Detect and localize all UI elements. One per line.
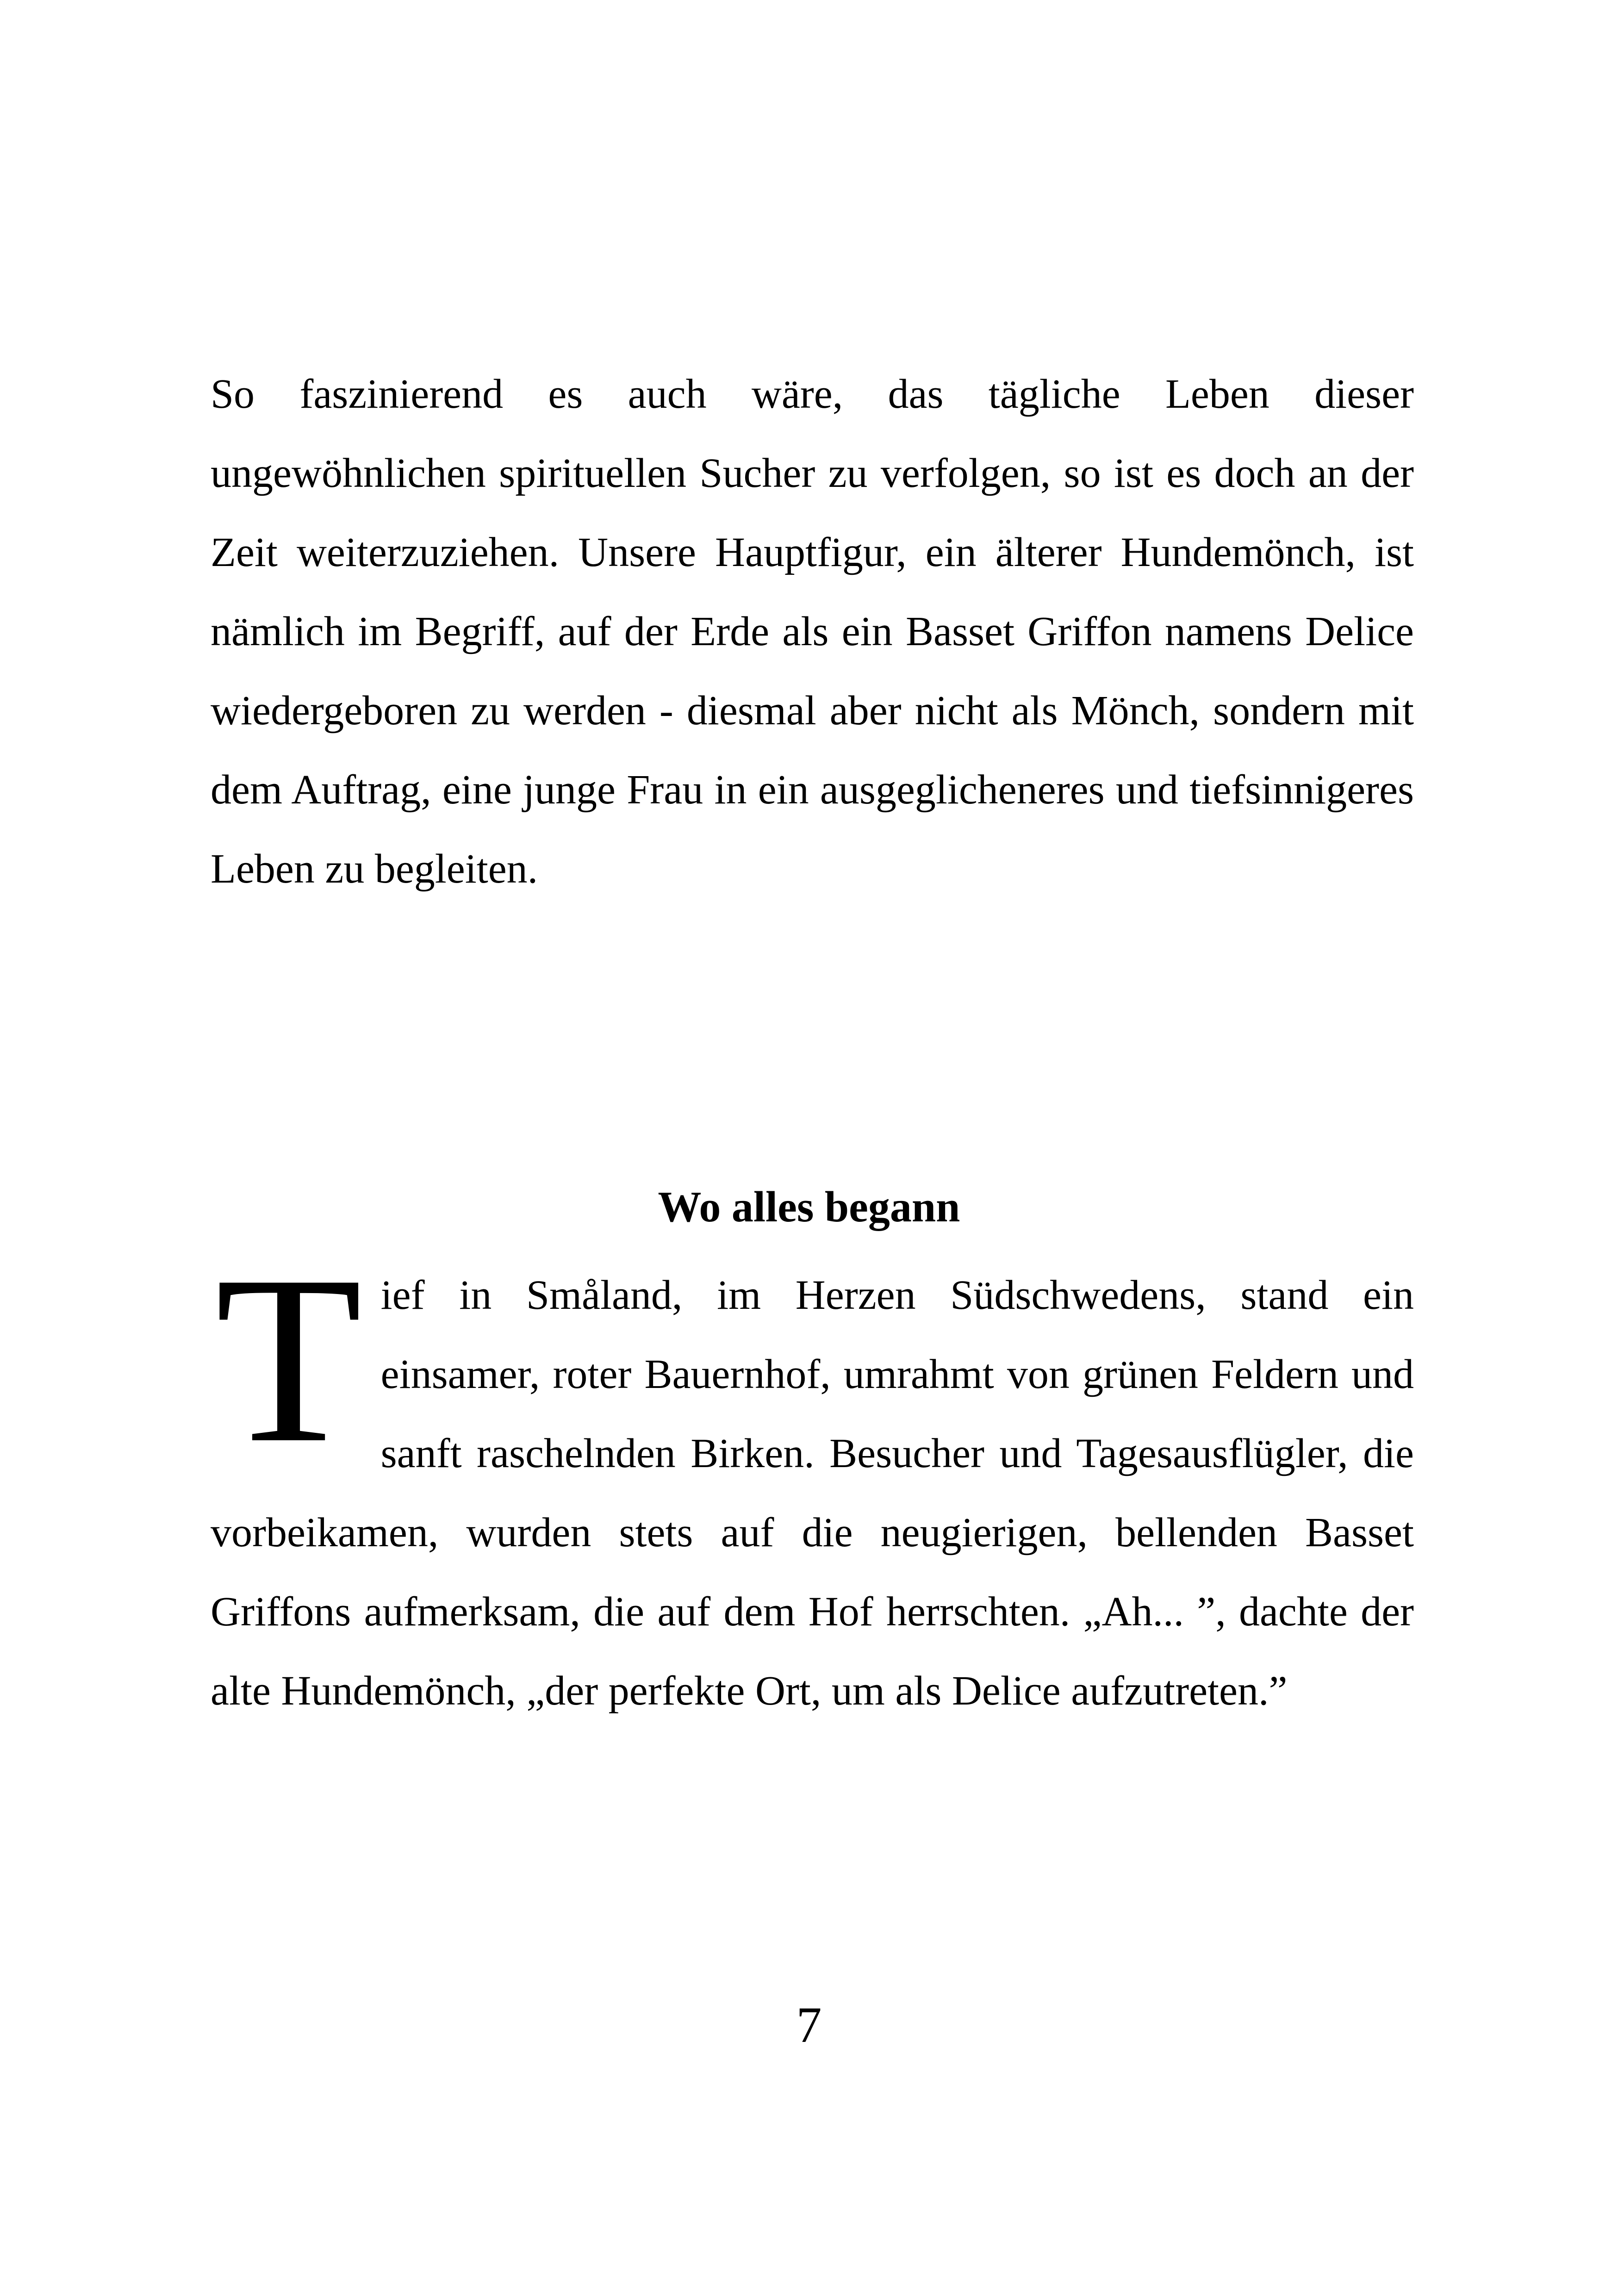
chapter-title: Wo alles begann <box>658 1183 960 1232</box>
page-number: 7 <box>796 1997 822 2053</box>
chapter-opening-text: ief in Småland, im Herzen Südschwedens, stand ein einsamer, roter Bauernhof, umrahmt von grünen Feldern und sanft raschelnden Birken. Besucher und Tagesausflügler, die vorbeikamen, wurden stets auf die neugierigen, bellenden Basset Griffons aufmerksam, die auf dem Hof herrschten. „Ah... ”, dachte der alte Hundemönch, „der perfekte Ort, um als Delice aufzutreten.” <box>211 1272 1414 1714</box>
chapter-opening-paragraph <box>211 1226 1414 1730</box>
drop-cap-letter: T <box>215 1226 362 1493</box>
body-paragraph: So faszinierend es auch wäre, das tägliche Leben dieser ungewöhnlichen spirituellen Sucher zu verfolgen, so ist es doch an der Zeit weiterzuziehen. Unsere Hauptfigur, ein älterer Hundemönch, ist nämlich im Begriff, auf der Erde als ein Basset Griffon namens Delice wiedergeboren zu werden - diesmal aber nicht als Mönch, sondern mit dem Auftrag, eine junge Frau in ein ausgeglicheneres und tiefsinnigeres Leben zu begleiten. <box>211 371 1414 892</box>
